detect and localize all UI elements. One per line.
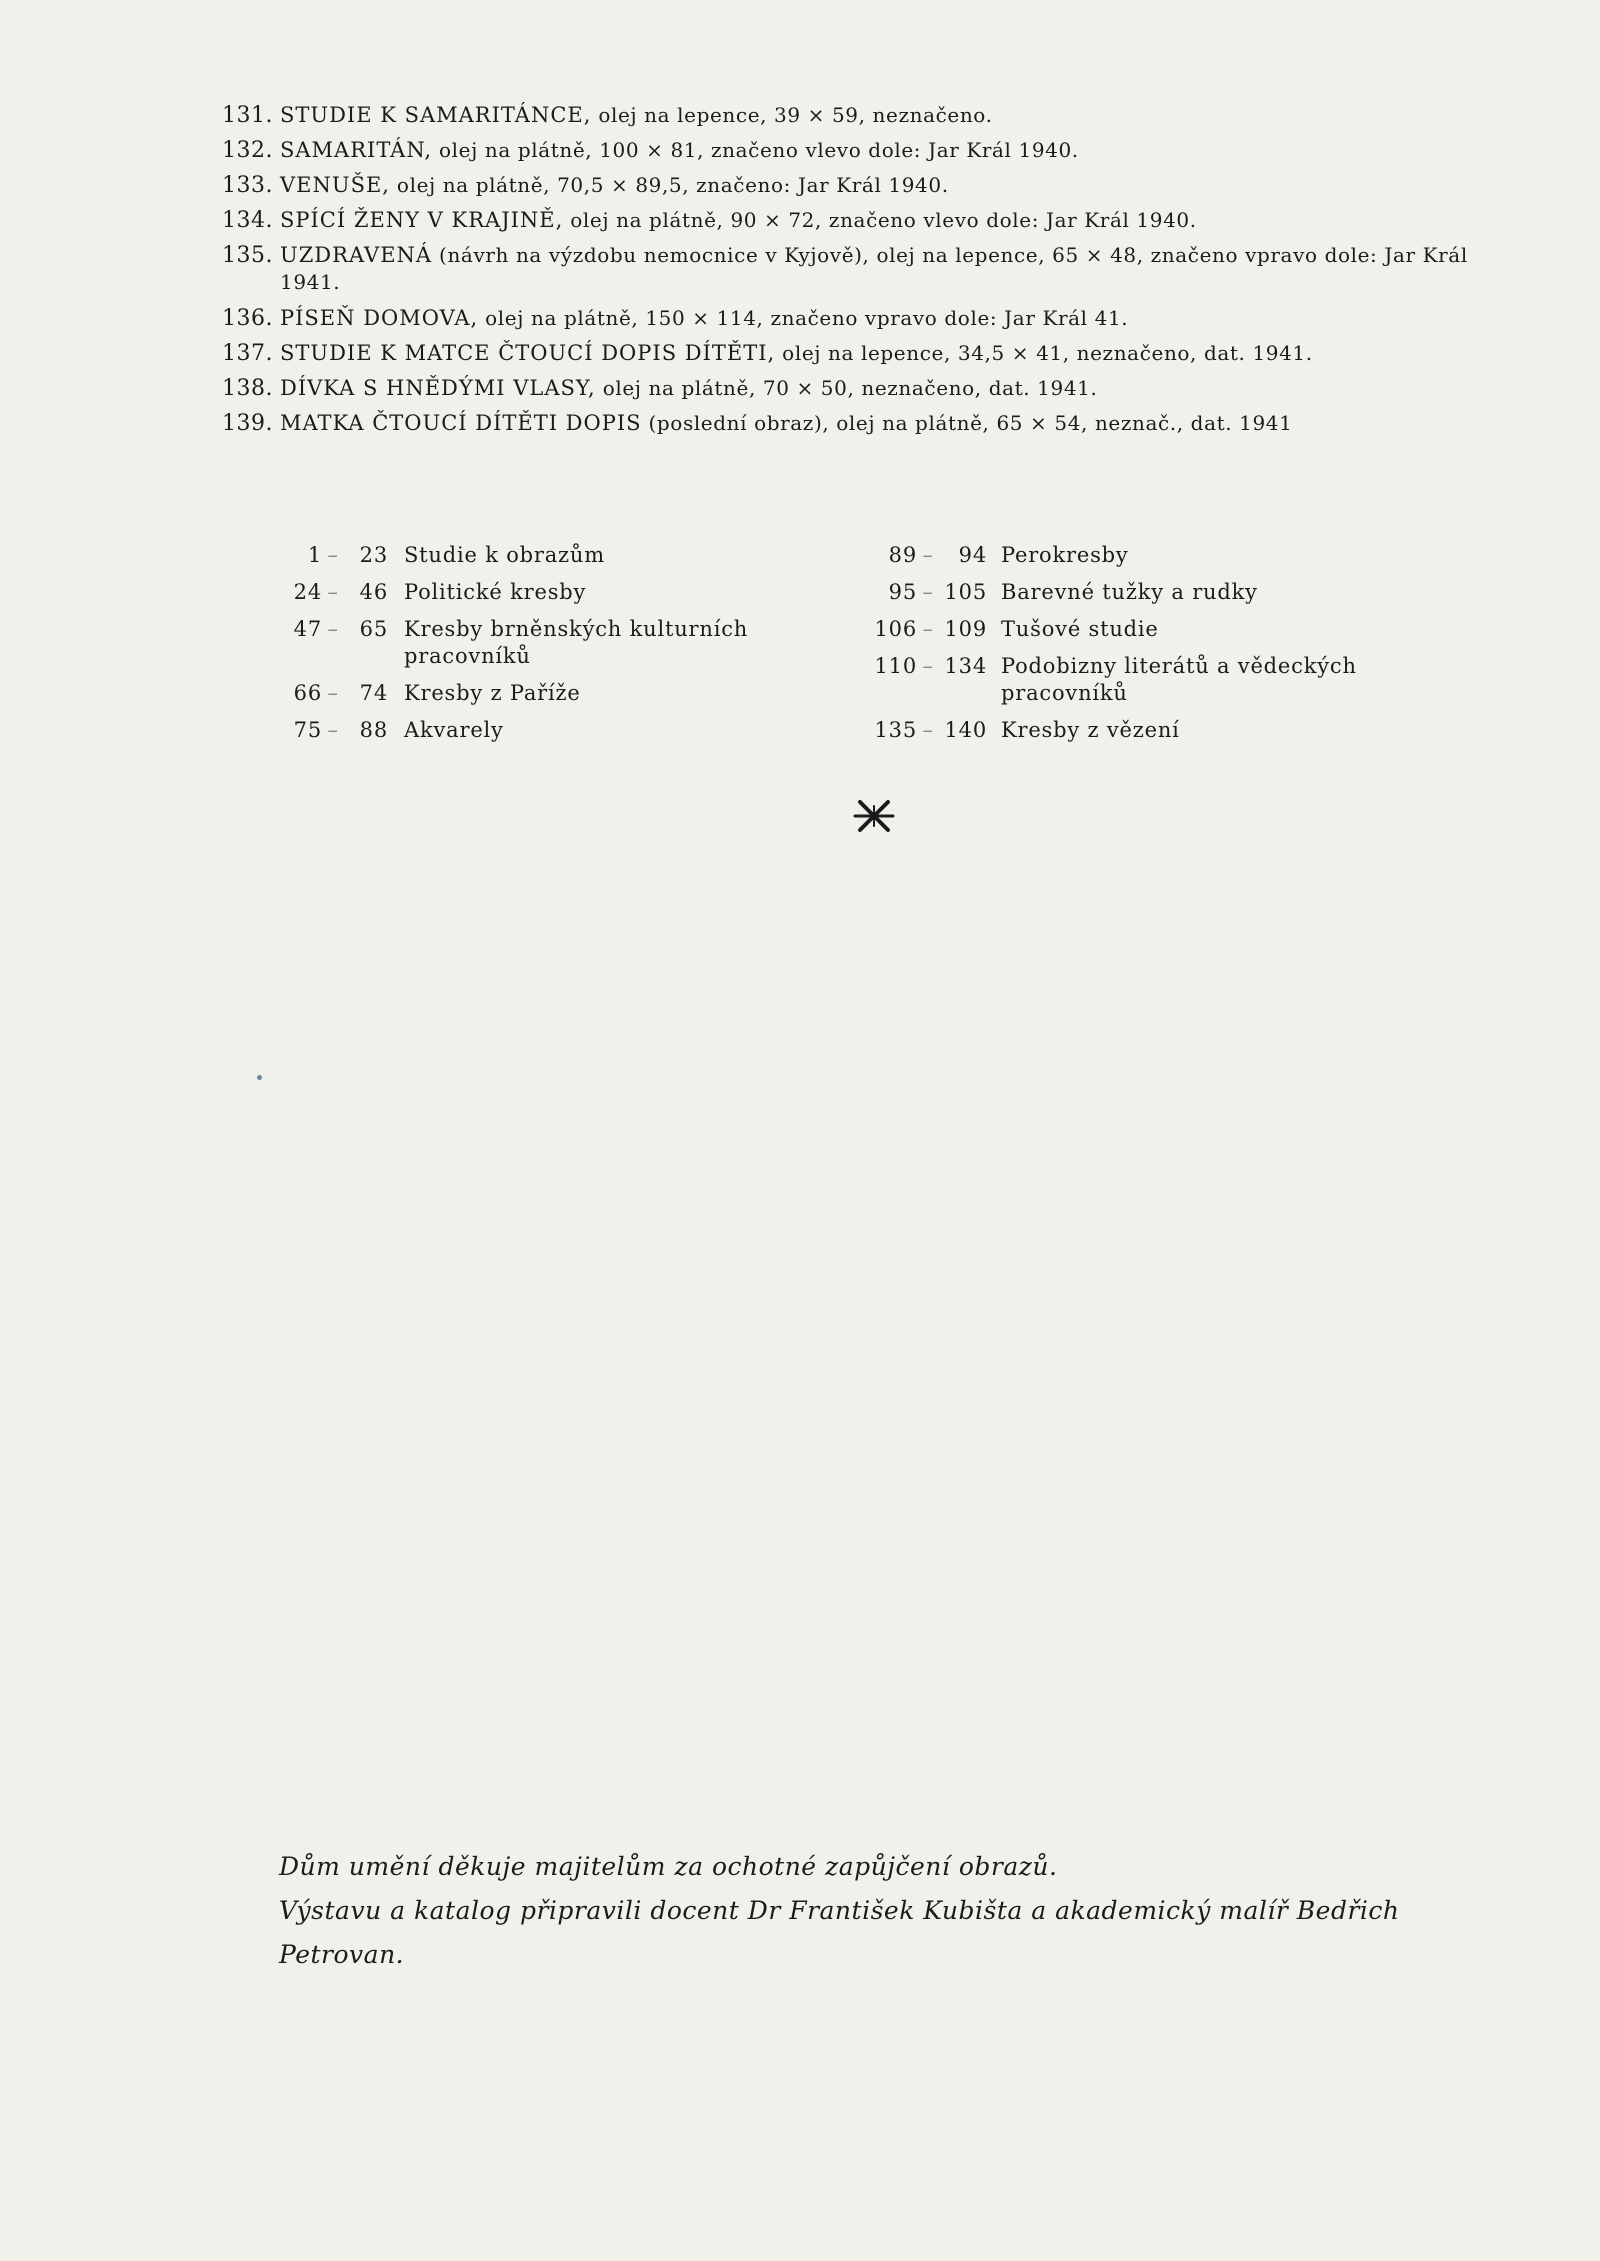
entry-body: [280, 133, 1482, 168]
entry-title: PÍSEŇ DOMOVA,: [280, 306, 479, 330]
entry-number: 131.: [222, 103, 273, 128]
entry-title: SAMARITÁN,: [280, 138, 433, 162]
index-row: [855, 616, 1415, 643]
index-range-end: 140: [944, 718, 987, 742]
index-range-start: 1: [307, 543, 322, 567]
index-label: Akvarely: [404, 718, 504, 742]
index-range-start: 95: [888, 580, 917, 604]
index-range-start: 110: [874, 654, 917, 678]
index-label: Kresby z Paříže: [404, 681, 581, 705]
index-range-start: 66: [293, 681, 322, 705]
range-dash: –: [922, 543, 934, 567]
entry-body: [280, 98, 1482, 133]
index-row: [270, 579, 830, 606]
index-label: Kresby brněnských kulturních pracovníků: [404, 617, 749, 668]
entry-body: [280, 203, 1482, 238]
entry-title: SPÍCÍ ŽENY V KRAJINĚ,: [280, 208, 564, 232]
entry-description: olej na plátně, 150 × 114, značeno vpravo dole: Jar Král 41.: [478, 306, 1129, 330]
index-range-end: 94: [958, 543, 987, 567]
entry-number: 132.: [222, 138, 273, 163]
acknowledgement-text: Dům umění děkuje majitelům za ochotné zapůjčení obrazů.: [279, 1852, 1058, 1881]
index-row: [270, 542, 830, 569]
asterisk-ornament-icon: [852, 796, 896, 836]
index-row: [855, 717, 1415, 744]
entry-title: DÍVKA S HNĚDÝMI VLASY,: [280, 376, 596, 400]
dust-speck: [257, 1075, 262, 1080]
index-label: Perokresby: [1001, 543, 1129, 567]
entry-description: olej na plátně, 70,5 × 89,5, značeno: Jar Král 1940.: [389, 173, 949, 197]
index-label: Politické kresby: [404, 580, 587, 604]
entry-title: STUDIE K MATCE ČTOUCÍ DOPIS DÍTĚTI,: [280, 341, 776, 365]
entry-description: olej na lepence, 34,5 × 41, neznačeno, dat. 1941.: [775, 341, 1313, 365]
entry-body: [280, 371, 1482, 406]
index-range-end: 74: [359, 681, 388, 705]
entry-body: [280, 406, 1482, 441]
painting-list: [222, 98, 1482, 441]
index-row: [270, 717, 830, 744]
entry-body: [280, 238, 1482, 301]
catalog-entry: [222, 168, 1482, 203]
index-label: Tušové studie: [1001, 617, 1159, 641]
entry-body: [280, 168, 1482, 203]
index-range-end: 134: [944, 654, 987, 678]
range-dash: –: [327, 681, 339, 705]
entry-number: 137.: [222, 341, 273, 366]
colophon: [279, 1845, 1509, 1977]
index-range-start: 135: [874, 718, 917, 742]
entry-title: UZDRAVENÁ: [280, 243, 433, 267]
entry-description: (návrh na výzdobu nemocnice v Kyjově), olej na lepence, 65 × 48, značeno vpravo dole: Jar Král 1941.: [280, 243, 1468, 294]
catalog-entry: [222, 301, 1482, 336]
index-range-end: 65: [359, 617, 388, 641]
index-label: Podobizny literátů a vědeckých pracovníků: [1001, 654, 1357, 705]
range-dash: –: [327, 580, 339, 604]
entry-title: STUDIE K SAMARITÁNCE,: [280, 103, 592, 127]
index-row: [855, 579, 1415, 606]
index-range-end: 23: [359, 543, 388, 567]
entry-number: 134.: [222, 208, 273, 233]
catalog-entry: [222, 238, 1482, 301]
index-range-start: 24: [293, 580, 322, 604]
catalog-entry: [222, 406, 1482, 441]
entry-description: olej na plátně, 70 × 50, neznačeno, dat. 1941.: [595, 376, 1098, 400]
entry-title: VENUŠE,: [280, 173, 390, 197]
index-range-start: 47: [293, 617, 322, 641]
catalog-entry: [222, 203, 1482, 238]
catalog-entry: [222, 98, 1482, 133]
catalog-entry: [222, 133, 1482, 168]
catalog-entry: [222, 371, 1482, 406]
index-range-end: 88: [359, 718, 388, 742]
index-label: Barevné tužky a rudky: [1001, 580, 1258, 604]
entry-body: [280, 336, 1482, 371]
entry-number: 135.: [222, 243, 273, 268]
index-row: [855, 542, 1415, 569]
index-range-start: 89: [888, 543, 917, 567]
index-range-start: 75: [293, 718, 322, 742]
range-dash: –: [922, 617, 934, 641]
index-row: [270, 616, 830, 670]
index-label: Kresby z vězení: [1001, 718, 1180, 742]
entry-number: 136.: [222, 306, 273, 331]
range-dash: –: [327, 718, 339, 742]
entry-number: 139.: [222, 411, 273, 436]
credits-text: Výstavu a katalog připravili docent Dr František Kubišta a akademický malíř Bedřich Petrovan.: [279, 1896, 1400, 1969]
entry-description: (poslední obraz), olej na plátně, 65 × 54, neznač., dat. 1941: [641, 411, 1293, 435]
entry-number: 138.: [222, 376, 273, 401]
entry-description: olej na lepence, 39 × 59, neznačeno.: [591, 103, 993, 127]
index-range-end: 109: [944, 617, 987, 641]
range-dash: –: [327, 543, 339, 567]
entry-body: [280, 301, 1482, 336]
range-dash: –: [922, 718, 934, 742]
range-dash: –: [327, 617, 339, 641]
index-row: [270, 680, 830, 707]
range-dash: –: [922, 580, 934, 604]
catalog-entry: [222, 336, 1482, 371]
entry-description: olej na plátně, 100 × 81, značeno vlevo dole: Jar Král 1940.: [432, 138, 1079, 162]
index-label: Studie k obrazům: [404, 543, 605, 567]
entry-title: MATKA ČTOUCÍ DÍTĚTI DOPIS: [280, 411, 642, 435]
index-range-end: 105: [944, 580, 987, 604]
entry-description: olej na plátně, 90 × 72, značeno vlevo dole: Jar Král 1940.: [563, 208, 1197, 232]
entry-number: 133.: [222, 173, 273, 198]
drawings-index-right: [855, 542, 1415, 754]
index-row: [855, 653, 1415, 707]
index-range-start: 106: [874, 617, 917, 641]
range-dash: –: [922, 654, 934, 678]
drawings-index-left: [270, 542, 830, 754]
index-range-end: 46: [359, 580, 388, 604]
